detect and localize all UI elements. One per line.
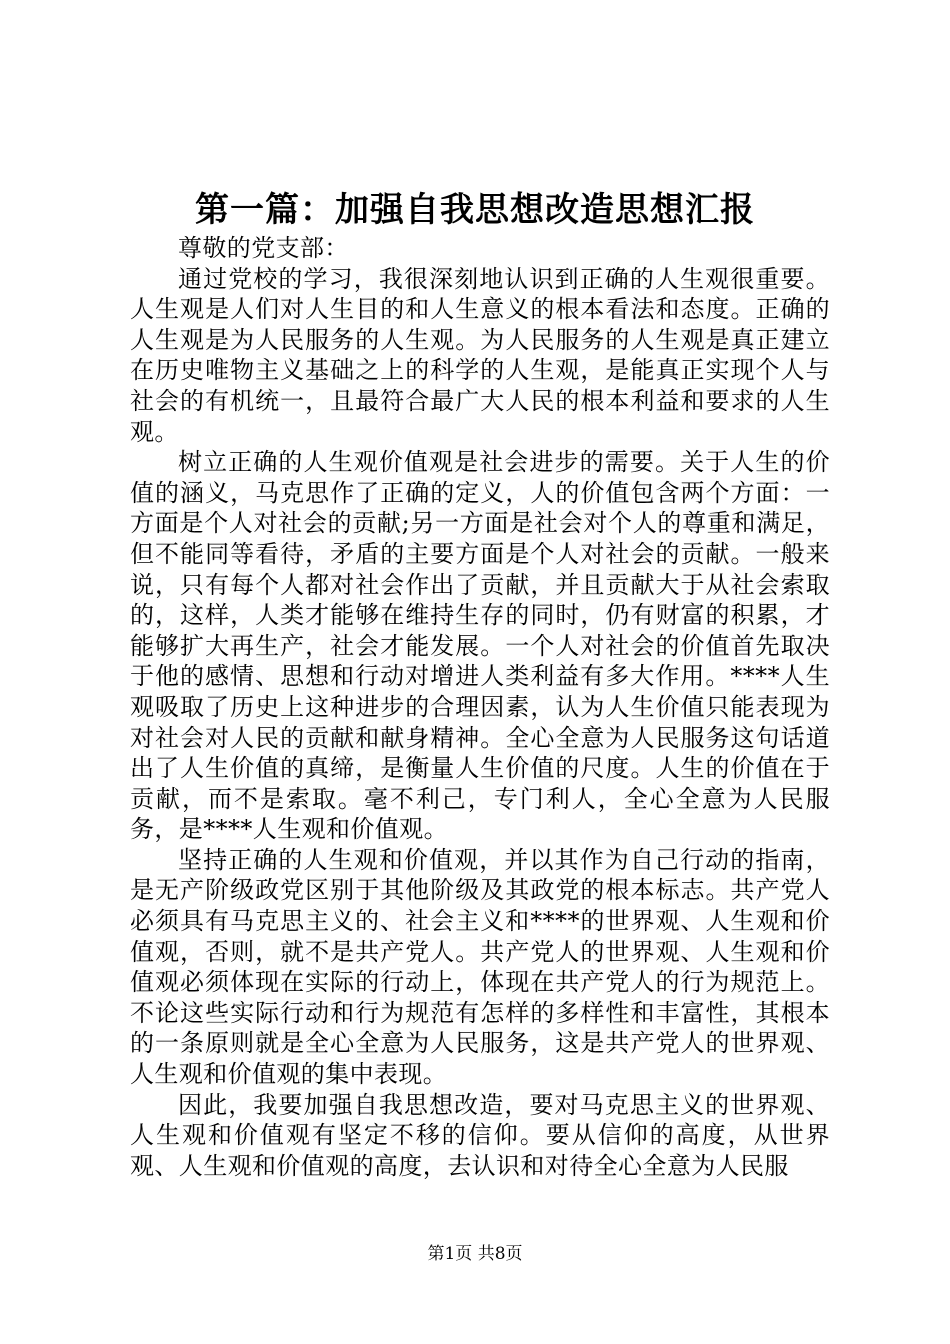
page-footer: 第1页 共8页: [427, 1244, 523, 1264]
body-paragraph: 因此，我要加强自我思想改造，要对马克思主义的世界观、人生观和价值观有坚定不移的信仰。要从信仰的高度，从世界观、人生观和价值观的高度，去认识和对待全心全意为人民服: [130, 1090, 830, 1180]
document-title: 第一篇：加强自我思想改造思想汇报: [195, 190, 755, 230]
document-body: [130, 233, 830, 1181]
body-paragraph: 通过党校的学习，我很深刻地认识到正确的人生观很重要。人生观是人们对人生目的和人生意义的根本看法和态度。正确的人生观是为人民服务的人生观。为人民服务的人生观是真正建立在历史唯物主义基础之上的科学的人生观，是能真正实现个人与社会的有机统一，且最符合最广大人民的根本利益和要求的人生观。: [130, 264, 830, 446]
body-paragraph: 树立正确的人生观价值观是社会进步的需要。关于人生的价值的涵义，马克思作了正确的定义，人的价值包含两个方面：一方面是个人对社会的贡献;另一方面是社会对个人的尊重和满足，但不能同等看待，矛盾的主要方面是个人对社会的贡献。一般来说，只有每个人都对社会作出了贡献，并且贡献大于从社会索取的，这样，人类才能够在维持生存的同时，仍有财富的积累，才能够扩大再生产，社会才能发展。一个人对社会的价值首先取决于他的感情、思想和行动对增进人类利益有多大作用。****人生观吸取了历史上这种进步的合理因素，认为人生价值只能表现为对社会对人民的贡献和献身精神。全心全意为人民服务这句话道出了人生价值的真缔，是衡量人生价值的尺度。人生的价值在于贡献，而不是索取。毫不利己，专门利人，全心全意为人民服务，是****人生观和价值观。: [130, 448, 830, 844]
salutation: 尊敬的党支部：: [178, 234, 349, 262]
body-paragraph: 坚持正确的人生观和价值观，并以其作为自己行动的指南，是无产阶级政党区别于其他阶级及其政党的根本标志。共产党人必须具有马克思主义的、社会主义和****的世界观、人生观和价值观，否则，就不是共产党人。共产党人的世界观、人生观和价值观必须体现在实际的行动上，体现在共产党人的行为规范上。不论这些实际行动和行为规范有怎样的多样性和丰富性，其根本的一条原则就是全心全意为人民服务，这是共产党人的世界观、人生观和价值观的集中表现。: [130, 845, 830, 1089]
